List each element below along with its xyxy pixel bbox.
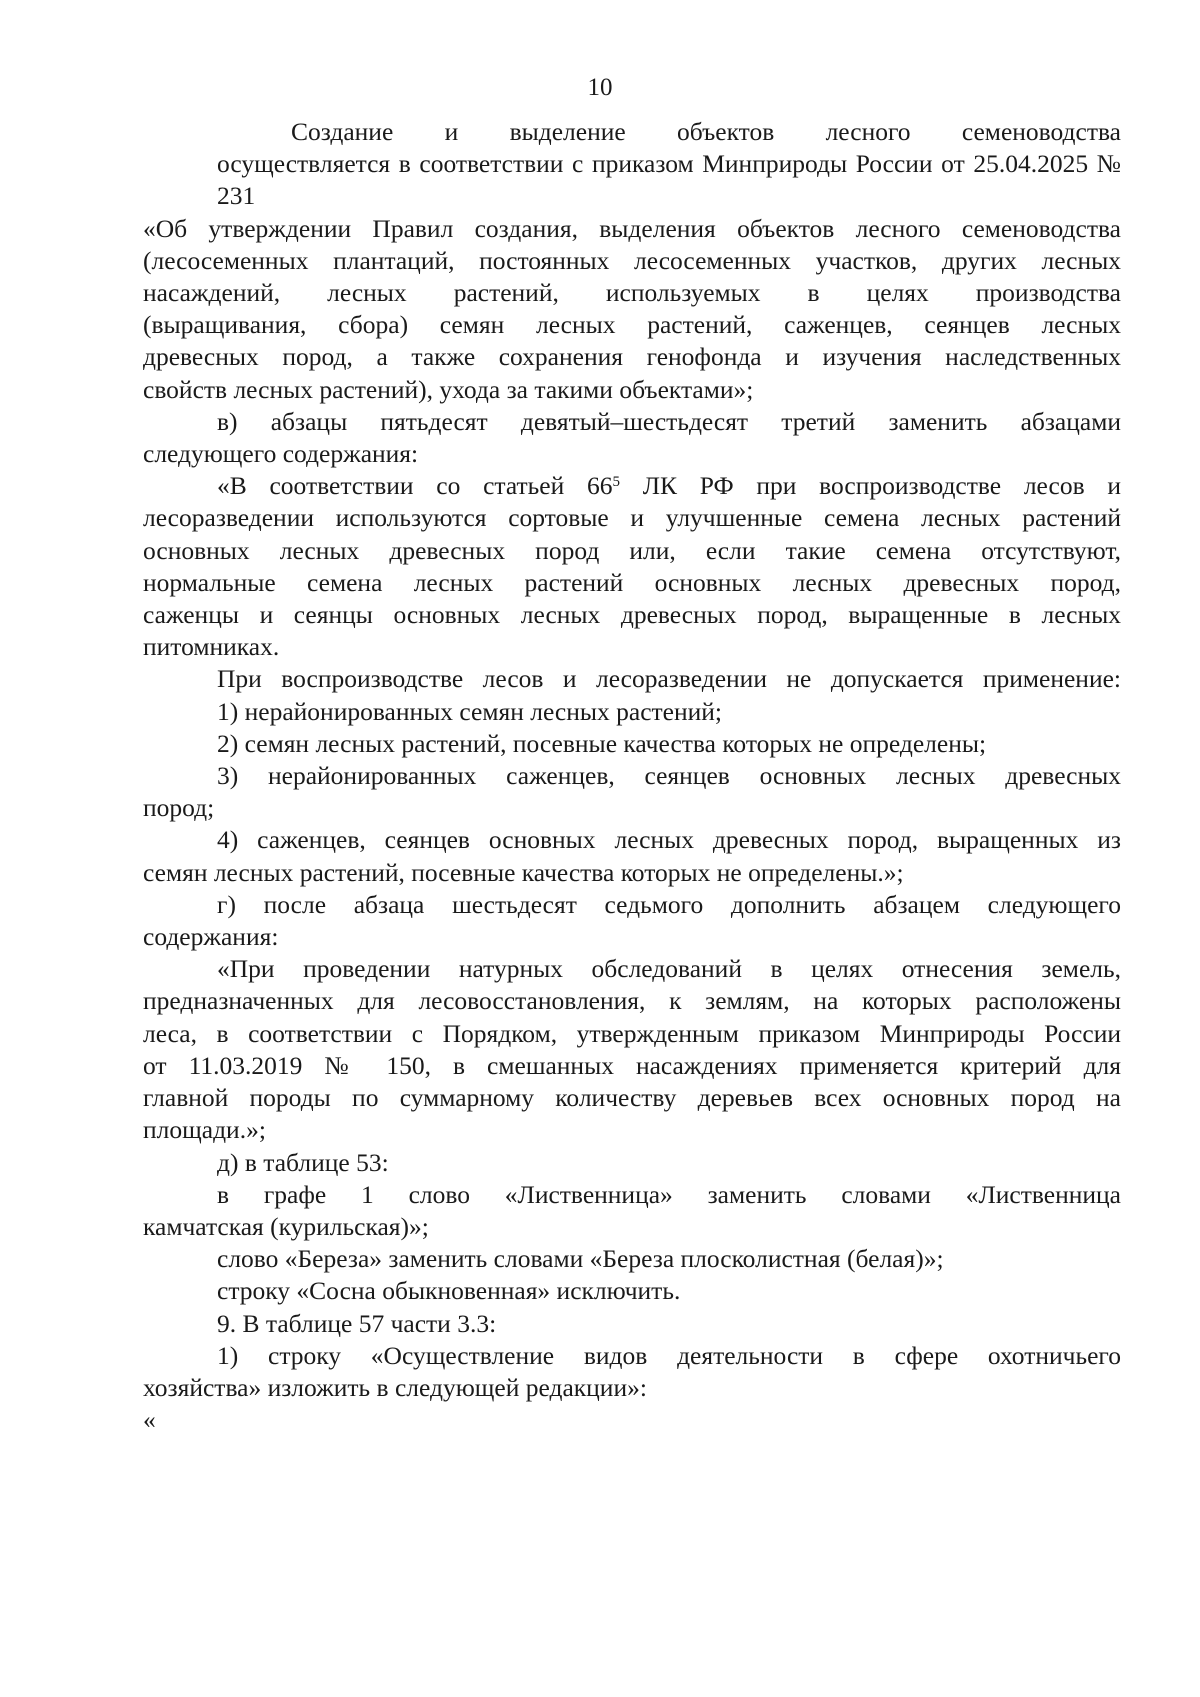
text-line: лесоразведении используются сортовые и улучшенные семена лесных растений <box>143 503 1121 533</box>
text-line: 9. В таблице 57 части 3.3: <box>217 1308 497 1338</box>
paragraph <box>143 696 1121 728</box>
paragraph <box>143 213 1121 406</box>
paragraph <box>143 953 1121 1146</box>
text-line: осуществляется в соответствии с приказом Минприроды России от 25.04.2025 № <box>217 149 1121 179</box>
paragraph <box>143 1275 1121 1307</box>
text-line: следующего содержания: <box>143 439 419 469</box>
text-line: в) абзацы пятьдесят девятый–шестьдесят третий заменить абзацами <box>217 406 1121 436</box>
paragraph <box>143 1404 1121 1436</box>
superscript: 5 <box>612 473 620 490</box>
text-line: 231 <box>217 181 256 211</box>
text-line: камчатская (курильская)»; <box>143 1211 429 1241</box>
text-line: от 11.03.2019 № 150, в смешанных насаждениях применяется критерий для <box>143 1050 1121 1080</box>
text-line: нормальные семена лесных растений основных лесных древесных пород, <box>143 567 1121 597</box>
text-line: 1) нерайонированных семян лесных растений; <box>217 696 723 726</box>
text-fragment: «В соответствии со статьей 66 <box>217 471 613 501</box>
paragraph <box>143 663 1121 695</box>
text-line: предназначенных для лесовосстановления, к землям, на которых расположены <box>143 986 1121 1016</box>
paragraph <box>143 760 1121 824</box>
paragraph <box>143 1308 1121 1340</box>
text-line: свойств лесных растений), ухода за такими объектами»; <box>143 374 754 404</box>
text-line: семян лесных растений, посевные качества которых не определены.»; <box>143 857 904 887</box>
text-line: 1) строку «Осуществление видов деятельности в сфере охотничьего <box>217 1340 1121 1370</box>
paragraph <box>143 1340 1121 1404</box>
text-line: г) после абзаца шестьдесят седьмого дополнить абзацем следующего <box>217 889 1121 919</box>
text-line: основных лесных древесных пород или, если такие семена отсутствуют, <box>143 535 1121 565</box>
page-number: 10 <box>587 74 613 101</box>
paragraph <box>143 116 1121 213</box>
text-line: д) в таблице 53: <box>217 1147 389 1177</box>
text-line: саженцы и сеянцы основных лесных древесных пород, выращенные в лесных <box>143 600 1121 630</box>
text-line: При воспроизводстве лесов и лесоразведении не допускается применение: <box>217 664 1121 694</box>
text-line: строку «Сосна обыкновенная» исключить. <box>217 1276 681 1306</box>
text-line: древесных пород, а также сохранения генофонда и изучения наследственных <box>143 342 1121 372</box>
paragraph <box>143 824 1121 888</box>
text-line: главной породы по суммарному количеству деревьев всех основных пород на <box>143 1083 1121 1113</box>
text-line: площади.»; <box>143 1115 266 1145</box>
text-line: 4) саженцев, сеянцев основных лесных древесных пород, выращенных из <box>217 825 1121 855</box>
text-fragment: ЛК РФ при воспроизводстве лесов и <box>620 471 1121 501</box>
text-line: «Об утверждении Правил создания, выделения объектов лесного семеноводства <box>143 213 1121 243</box>
text-line: питомниках. <box>143 632 280 662</box>
text-line: «При проведении натурных обследований в целях отнесения земель, <box>217 954 1121 984</box>
text-line: в графе 1 слово «Лиственница» заменить словами «Лиственница <box>217 1179 1121 1209</box>
document-body <box>143 116 1121 1436</box>
text-line: леса, в соответствии с Порядком, утвержденным приказом Минприроды России <box>143 1018 1121 1048</box>
text-line <box>143 470 1121 502</box>
text-line: 3) нерайонированных саженцев, сеянцев основных лесных древесных <box>217 761 1121 791</box>
paragraph <box>143 1179 1121 1243</box>
text-line: « <box>143 1405 156 1435</box>
text-line: хозяйства» изложить в следующей редакции»: <box>143 1372 647 1402</box>
text-line: слово «Береза» заменить словами «Береза плосколистная (белая)»; <box>217 1244 944 1274</box>
text-line: (лесосеменных плантаций, постоянных лесосеменных участков, других лесных <box>143 245 1121 275</box>
text-line: (выращивания, сбора) семян лесных растений, саженцев, сеянцев лесных <box>143 310 1121 340</box>
text-line: насаждений, лесных растений, используемых в целях производства <box>143 278 1121 308</box>
paragraph <box>143 728 1121 760</box>
paragraph <box>143 889 1121 953</box>
text-line: пород; <box>143 793 215 823</box>
paragraph <box>143 470 1121 663</box>
paragraph <box>143 406 1121 470</box>
text-line: Создание и выделение объектов лесного семеноводства <box>291 117 1121 146</box>
paragraph <box>143 1243 1121 1275</box>
text-line: содержания: <box>143 922 279 952</box>
paragraph <box>143 1147 1121 1179</box>
text-line: 2) семян лесных растений, посевные качества которых не определены; <box>217 728 987 758</box>
